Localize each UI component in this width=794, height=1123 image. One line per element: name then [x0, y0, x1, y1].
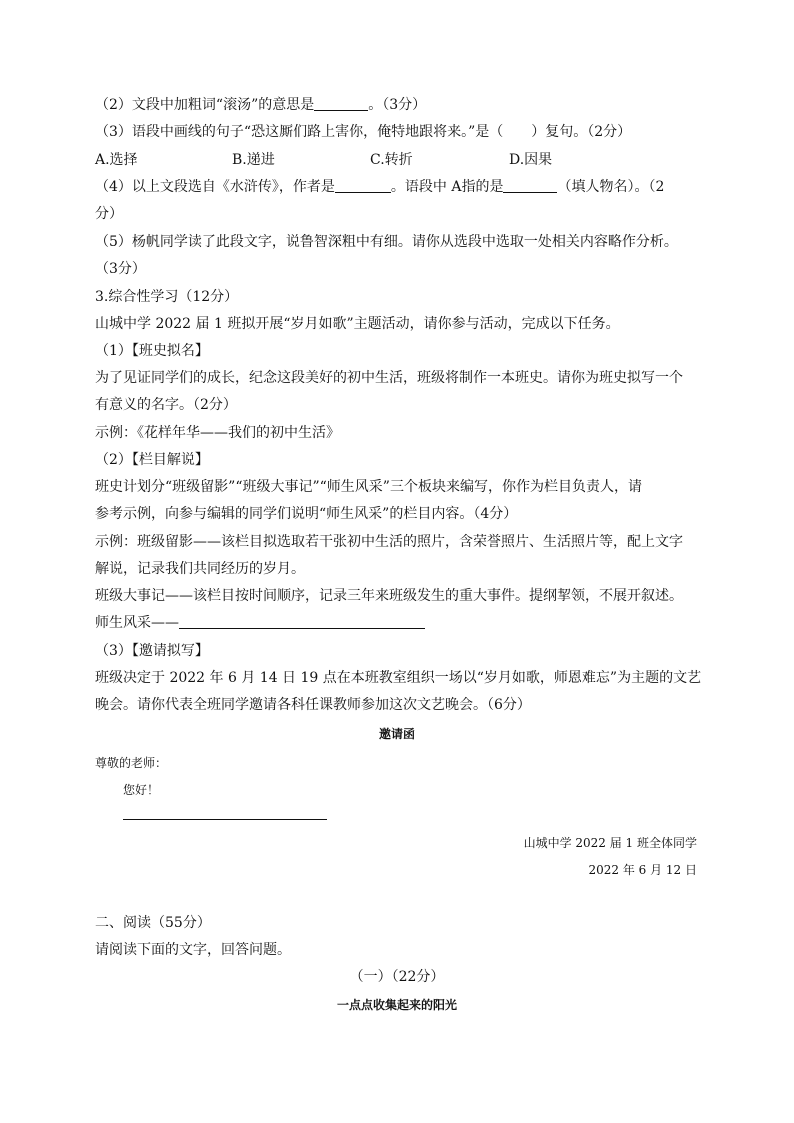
- question-2-text: （2）文段中加粗词“滚汤”的意思是: [95, 97, 315, 113]
- letter-salutation: 尊敬的老师：: [95, 756, 168, 770]
- task-1-text: 为了见证同学们的成长，纪念这段美好的初中生活，班级将制作一本班史。请你为班史拟写一个: [95, 370, 683, 386]
- task-1-title: （1）【班史拟名】: [95, 343, 209, 359]
- task-2-answer-prefix: 师生风采——: [95, 615, 179, 631]
- letter-signature: 山城中学 2022 届 1 班全体同学: [523, 836, 697, 850]
- task-2-example-1: 示例：班级留影——该栏目拟选取若干张初中生活的照片，含荣誉照片、生活照片等，配上文字: [95, 534, 683, 550]
- task-2-text: 班史计划分“班级留影”“班级大事记”“师生风采”三个板块来编写，你作为栏目负责人，请: [95, 479, 642, 495]
- question-3: （3）语段中画线的句子“恐这厮们路上害你，俺特地跟将来。”是（ ）复句。（2分）: [95, 124, 632, 140]
- letter-body-blank[interactable]: [123, 818, 327, 820]
- section-3-heading: 3.综合性学习（12分）: [95, 289, 239, 305]
- task-3-text: 班级决定于 2022 年 6 月 14 日 19 点在本班教室组织一场以“岁月如歌，师恩难忘”为主题的文艺: [95, 670, 702, 686]
- option-d[interactable]: D.因果: [509, 152, 553, 168]
- reading-instruction: 请阅读下面的文字，回答问题。: [95, 942, 291, 958]
- question-4-text-3: （填人物名）。（2: [557, 179, 665, 195]
- letter-title: 邀请函: [378, 727, 415, 741]
- task-2-example-2: 班级大事记——该栏目按时间顺序，记录三年来班级发生的重大事件。提纲挈领，不展开叙述。: [95, 588, 683, 604]
- task-2-example-1-line-2: 解说，记录我们共同经历的岁月。: [95, 561, 305, 577]
- task-1-text-2: 有意义的名字。（2分）: [95, 397, 237, 413]
- option-a[interactable]: A.选择: [95, 152, 138, 168]
- question-2: [95, 95, 426, 115]
- section-3-intro: 山城中学 2022 届 1 班拟开展“岁月如歌”主题活动，请你参与活动，完成以下任务。: [95, 316, 620, 332]
- question-5-line-2: （3分）: [95, 261, 146, 277]
- task-2-title: （2）【栏目解说】: [95, 452, 209, 468]
- task-3-text-2: 晚会。请你代表全班同学邀请各科任课教师参加这次文艺晚会。（6分）: [95, 697, 531, 713]
- letter-greeting: 您好！: [123, 783, 160, 797]
- option-b[interactable]: B.递进: [232, 152, 275, 168]
- reading-part: （一）（22分）: [349, 969, 445, 985]
- letter-date: 2022 年 6 月 12 日: [588, 863, 697, 877]
- question-4-text: （4）以上文段选自《水浒传》，作者是: [95, 179, 335, 195]
- answer-blank-person[interactable]: [503, 178, 557, 193]
- task-3-title: （3）【邀请拟写】: [95, 643, 209, 659]
- answer-blank-column[interactable]: [179, 614, 425, 629]
- question-5: （5）杨帆同学读了此段文字，说鲁智深粗中有细。请你从选段中选取一处相关内容略作分析。: [95, 234, 678, 250]
- question-4: [95, 177, 664, 197]
- task-1-example: 示例：《花样年华——我们的初中生活》: [95, 425, 340, 441]
- task-2-text-2: 参考示例，向参与编辑的同学们说明“师生风采”的栏目内容。（4分）: [95, 506, 518, 522]
- article-title: 一点点收集起来的阳光: [336, 998, 457, 1012]
- question-4-line-2: 分）: [95, 206, 123, 222]
- answer-blank-author[interactable]: [335, 178, 391, 193]
- reading-heading: 二、阅读（55分）: [95, 915, 211, 931]
- answer-blank[interactable]: [314, 96, 368, 111]
- task-2-answer: [95, 613, 425, 633]
- question-2-score: 。（3分）: [368, 97, 427, 113]
- option-c[interactable]: C.转折: [370, 152, 413, 168]
- question-4-text-2: 。语段中 A指的是: [390, 179, 504, 195]
